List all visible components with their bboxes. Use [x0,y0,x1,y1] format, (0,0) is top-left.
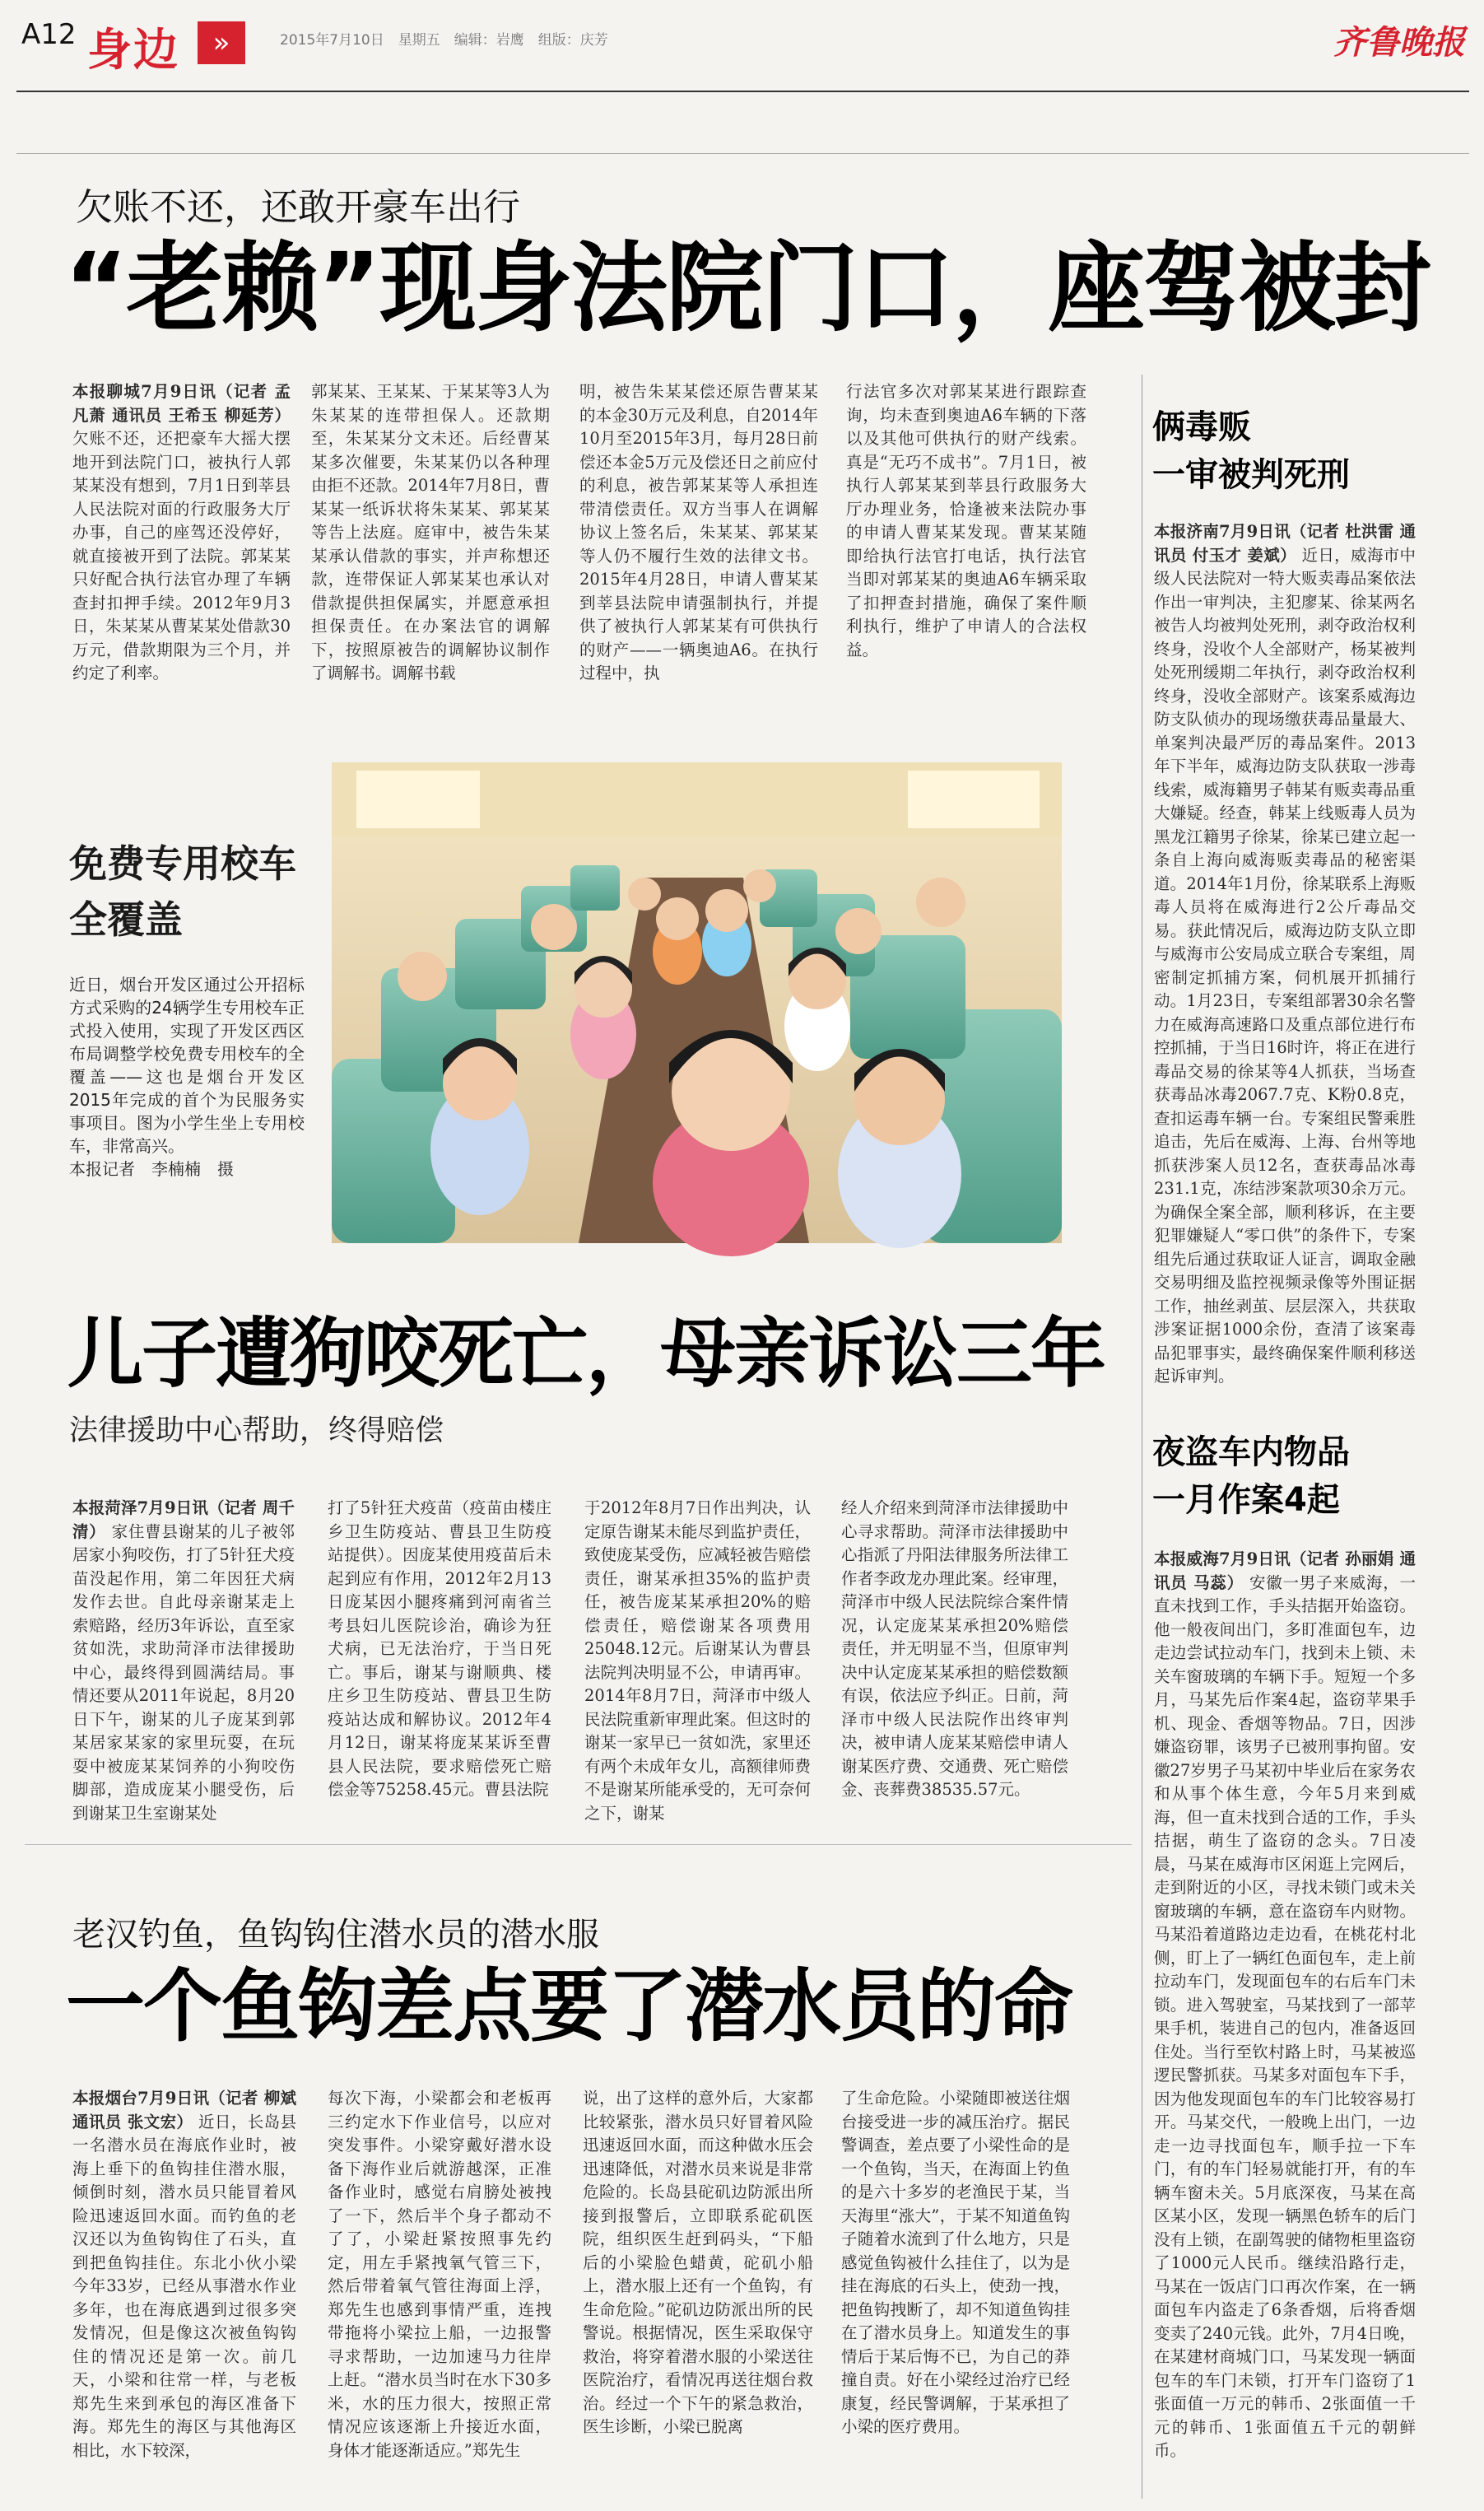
story2-column-3: 于2012年8月7日作出判决，认定原告谢某未能尽到监护责任，致使庞某受伤，应减轻被告赔偿责任，谢某承担35%的监护责任，被告庞某某承担20%的赔偿责任，赔偿谢某各项费用25048.12元。后谢某认为曹县法院判决明显不公，申请再审。2014年8月7日，菏泽市中级人民法院重新审理此案。但这时的谢某一家早已一贫如洗，家里还有两个未成年女儿，高额律师费不是谢某所能承受的，无可奈何之下，谢某 [584,1498,811,1823]
story3-byline: 本报烟台7月9日讯（记者 柳斌 通讯员 张文宏） [72,2089,296,2131]
sidebar1-title-line2: 一审被判死刑 [1152,456,1350,494]
sidebar1-text: 近日，威海市中级人民法院对一特大贩卖毒品案依法作出一审判决，主犯廖某、徐某两名被告人均被判处死刑，剥夺政治权利终身，没收个人全部财产，杨某被判处死刑缓期二年执行，剥夺政治权利终身，没收全部财产。该案系威海边防支队侦办的现场缴获毒品量最大、单案判决最严厉的毒品案件。2013年下半年，威海边防支队获取一涉毒线索，威海籍男子韩某有贩卖毒品重大嫌疑。经查，韩某上线贩毒人员为黑龙江籍男子徐某，徐某已建立起一条自上海向威海贩卖毒品的秘密渠道。2014年1月份，徐某联系上海贩毒人员将在威海进行2公斤毒品交易。获此情况后，威海边防支队立即与威海市公安局成立联合专案组，周密制定抓捕方案，伺机展开抓捕行动。1月23日，专案组部署30余名警力在威海高速路口及重点部位进行布控抓捕，于当日16时许，将正在进行毒品交易的徐某等4人抓获，当场查获毒品冰毒2067.7克、K粉0.8克，查扣运毒车辆一台。专案组民警乘胜追击，先后在威海、上海、台州等地抓获涉案人员12名，查获毒品冰毒231.1克，冻结涉案款项30余万元。为确保全案全部，顺利移诉，在主要犯罪嫌疑人“零口供”的条件下，专案组先后通过获取证人证言，调取金融交易明细及监控视频录像等外围证据工作，抽丝剥茧、层层深入，共获取涉案证据1000余份，查清了该案毒品犯罪事实，最终确保案件顺利移送起诉审判。 [1154,545,1416,1386]
photo-caption [69,973,305,1181]
story1-column-1 [72,380,291,685]
story3-text-1: 近日，长岛县一名潜水员在海底作业时，被海上垂下的鱼钩挂住潜水服，倾倒时刻，潜水员只能冒着风险迅速返回水面。而钓鱼的老汉还以为鱼钩钩住了石头，直到把鱼钩挂住。东北小伙小梁今年33岁，已经从事潜水作业多年，也在海底遇到过很多突发情况，但是像这次被鱼钩钩住的情况还是第一次。前几天，小梁和往常一样，与老板郑先生来到承包的海区准备下海。郑先生的海区与其他海区相比，水下较深， [72,2112,296,2460]
story2-column-4: 经人介绍来到菏泽市法律援助中心寻求帮助。菏泽市法律援助中心指派了丹阳法律服务所法律工作者李政龙办理此案。经审理，菏泽市中级人民法院综合案件情况，认定庞某某承担20%赔偿责任，并无明显不当，但原审判决中认定庞某某承担的赔偿数额有误，依法应予纠正。日前，菏泽市中级人民法院作出终审判决，被申请人庞某某赔偿申请人谢某医疗费、交通费、死亡赔偿金、丧葬费38535.57元。 [841,1498,1068,1799]
story1-byline: 本报聊城7月9日讯（记者 孟凡萧 通讯员 王希玉 柳延芳） [72,382,291,425]
story3-kicker: 老汉钓鱼，鱼钩钩住潜水员的潜水服 [72,1916,599,1954]
sidebar2-byline: 本报威海7月9日讯（记者 孙丽娟 通讯员 马蕊） [1154,1549,1416,1592]
sidebar1-byline: 本报济南7月9日讯（记者 杜洪雷 通讯员 付玉才 姜斌） [1154,522,1416,565]
sidebar2-body [1154,1548,1416,2490]
newspaper-logo: 齐鲁晚报 [1333,23,1465,62]
story1-kicker: 欠账不还，还敢开豪车出行 [76,185,521,229]
photo-credit: 本报记者 李楠楠 摄 [69,1159,234,1179]
header-rule-thin [16,153,1469,154]
sidebar2-text: 安徽一男子来威海，一直未找到工作，手头拮据开始盗窃。他一般夜间出门，多盯准面包车，边走边尝试拉动车门，找到未上锁、未关车窗玻璃的车辆下手。短短一个多月，马某先后作案4起，盗窃苹果手机、现金、香烟等物品。7日，因涉嫌盗窃罪，该男子已被刑事拘留。安徽27岁男子马某初中毕业后在家务农和从事个体生意，今年5月来到威海，但一直未找到合适的工作，手头拮据，萌生了盗窃的念头。7日凌晨，马某在威海市区闲逛上完网后，走到附近的小区，寻找未锁门或未关窗玻璃的车辆，意在盗窃车内财物。马某沿着道路边走边看，在桃花村北侧，盯上了一辆红色面包车，走上前拉动车门，发现面包车的右后车门未锁。进入驾驶室，马某找到了一部苹果手机，装进自己的包内，准备返回住处。当行至钦村路上时，马某被巡逻民警抓获。马某多对面包车下手，因为他发现面包车的车门比较容易打开。马某交代，一般晚上出门，一边走一边寻找面包车，顺手拉一下车门，有的车门轻易就能打开，有的车辆车窗未关。5月底深夜，马某在高区某小区，发现一辆黑色轿车的后门没有上锁，在副驾驶的储物柜里盗窃了1000元人民币。继续沿路行走，马某在一饭店门口再次作案，在一辆面包车内盗走了6条香烟，后将香烟变卖了240元钱。此外，7月4日晚，在某建材商城门口，马某发现一辆面包车的车门未锁，打开车门盗窃了1张面值一万元的韩币、2张面值一千元的韩币、1张面值五千元的朝鲜币。 [1154,1572,1416,2460]
story1-text-1: 欠账不还，还把豪车大摇大摆地开到法院门口，被执行人郭某某没有想到，7月1日到莘县人民法院对面的行政服务大厅办事，自己的座驾还没停好，就直接被开到了法院。郭某某只好配合执行法官办理了车辆查封扣押手续。2012年9月3日，朱某某从曹某某处借款30万元，借款期限为三个月，并约定了利率。 [72,429,291,682]
section-name: 身边 [87,24,179,76]
sidebar1-title [1152,403,1416,499]
section-arrow-icon: » [198,21,245,64]
page-number: A12 [21,18,77,51]
story2-subtitle: 法律援助中心帮助，终得赔偿 [69,1414,444,1447]
story1-column-3: 明，被告朱某某偿还原告曹某某的本金30万元及利息，自2014年10月至2015年3月，每月28日前偿还本金5万元及偿还日之前应付的利息，被告郭某某等人承担连带清偿责任。双方当事人在调解协议上签名后，朱某某、郭某某等人仍不履行生效的法律文书。2015年4月28日，申请人曹某某到莘县法院申请强制执行，并提供了被执行人郭某某有可供执行的财产——一辆奥迪A6。在执行过程中，执 [579,382,818,682]
story3-column-2: 每次下海，小梁都会和老板再三约定水下作业信号，以应对突发事件。小梁穿戴好潜水设备下海作业后就游越深，正准备作业时，感觉右肩膀处被拽了一下，然后半个身子都动不了了，小梁赶紧按照事先约定，用左手紧拽氧气管三下，然后带着氧气管往海面上浮，郑先生也感到事情严重，连拽带拖将小梁拉上船，一边报警寻求帮助，一边加速马力往岸上赶。“潜水员当时在水下30多米，水的压力很大，按照正常情况应该逐渐上升接近水面，身体才能逐渐适应。”郑先生 [328,2089,551,2460]
sidebar1-body [1154,520,1416,1386]
issue-info: 2015年7月10日 星期五 编辑：岩鹰 组版：庆芳 [280,32,608,49]
header-rule [16,91,1469,92]
story2-column-2: 打了5针狂犬疫苗（疫苗由楼庄乡卫生防疫站、曹县卫生防疫站提供）。因庞某使用疫苗后未起到应有作用，2012年2月13日庞某因小腿疼痛到河南省兰考县妇儿医院诊治，确诊为狂犬病，已无法治疗，于当日死亡。事后，谢某与谢顺典、楼庄乡卫生防疫站、曹县卫生防疫站达成和解协议。2012年4月12日，谢某将庞某某诉至曹县人民法院，要求赔偿死亡赔偿金等75258.45元。曹县法院 [328,1498,551,1799]
sidebar2-title-line1: 夜盗车内物品 [1152,1433,1350,1471]
sidebar1-title-line1: 俩毒贩 [1152,408,1251,446]
story2-headline: 儿子遭狗咬死亡，母亲诉讼三年 [67,1310,1105,1398]
story3-column-4: 了生命危险。小梁随即被送往烟台接受进一步的减压治疗。据民警调查，差点要了小梁性命的是一个鱼钩，当天，在海面上钓鱼的是六十多岁的老渔民于某，当天海里“涨大”，于某不知道鱼钩子随着水流到了什么地方，只是感觉鱼钩被什么挂住了，以为是挂在海底的石头上，使劲一拽，把鱼钩拽断了，却不知道鱼钩挂在了潜水员身上。知道发生的事情后于某后悔不已，为自己的莽撞自责。好在小梁经过治疗已经康复，经民警调解，于某承担了小梁的医疗费用。 [841,2089,1070,2436]
sidebar2-title-line2: 一月作案4起 [1152,1481,1340,1519]
story2-byline: 本报菏泽7月9日讯（记者 周千清） [72,1498,295,1541]
school-bus-photo [332,762,1062,1243]
story2-column-1 [72,1497,295,1823]
photo-caption-text: 近日，烟台开发区通过公开招标方式采购的24辆学生专用校车正式投入使用，实现了开发区西区布局调整学校免费专用校车的全覆盖——这也是烟台开发区2015年完成的首个为民服务实事项目。图为小学生坐上专用校车，非常高兴。 [69,975,305,1156]
sidebar2-title [1152,1428,1416,1524]
school-bus-photo-illustration [332,762,1062,1243]
story3-column-3: 说，出了这样的意外后，大家都比较紧张，潜水员只好冒着风险迅速返回水面，而这种做水压会迅速降低，对潜水员来说是非常危险的。长岛县砣矶边防派出所接到报警后，立即联系砣矶医院，组织医生赶到码头，“下船后的小梁脸色蜡黄，砣矶小船上，潜水服上还有一个鱼钩，有生命危险。”砣矶边防派出所的民警说。根据情况，医生采取保守救治，将穿着潜水服的小梁送往医院治疗，看情况再送往烟台救治。经过一个下午的紧急救治，医生诊断，小梁已脱离 [583,2089,813,2436]
story3-column-1 [72,2087,296,2489]
story1-column-4: 行法官多次对郭某某进行跟踪查询，均未查到奥迪A6车辆的下落以及其他可供执行的财产线索。真是“无巧不成书”。7月1日，被执行人郭某某到莘县行政服务大厅办理业务，恰逢被来法院办事的申请人曹某某发现。曹某某随即给执行法官打电话，执行法官当即对郭某某的奥迪A6车辆采取了扣押查封措施，确保了案件顺利执行，维护了申请人的合法权益。 [846,382,1086,659]
story1-column-2: 郭某某、王某某、于某某等3人为朱某某的连带担保人。还款期至，朱某某分文未还。后经曹某某多次催要，朱某某仍以各种理由拒不还款。2014年7月8日，曹某某一纸诉状将朱某某、郭某某等告上法庭。庭审中，被告朱某某承认借款的事实，并声称想还款，连带保证人郭某某也承认对借款提供担保属实，并愿意承担担保责任。在办案法官的调解下，按照原被告的调解协议制作了调解书。调解书载 [311,382,550,682]
story1-headline: “老赖”现身法院门口，座驾被封 [64,231,1431,345]
story2-text-1: 家住曹县谢某的儿子被邻居家小狗咬伤，打了5针狂犬疫苗没起作用，第二年因狂犬病发作去世。自此母亲谢某走上索赔路，经历3年诉讼，直至家贫如洗，求助菏泽市法律援助中心，最终得到圆满结局。事情还要从2011年说起，8月20日下午，谢某的儿子庞某到郭某居家某家的家里玩耍，在玩耍中被庞某某饲养的小狗咬伤脚部，造成庞某小腿受伤，后到谢某卫生室谢某处 [72,1521,295,1823]
story-divider [25,1844,1132,1845]
story3-headline: 一个鱼钩差点要了潜水员的命 [66,1960,1072,2052]
photo-story-title: 免费专用校车全覆盖 [69,841,296,942]
